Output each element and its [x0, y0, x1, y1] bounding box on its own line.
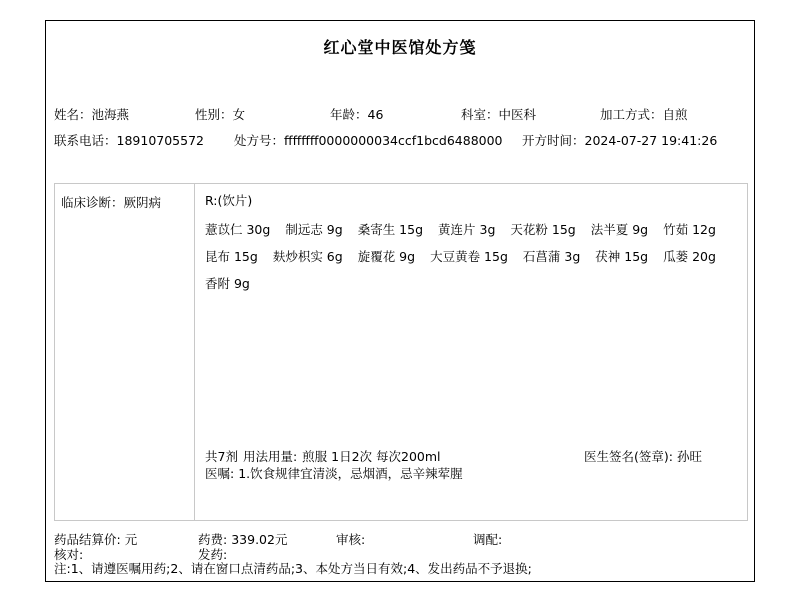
- prescription-cell: [195, 184, 747, 520]
- issue-time-label: 开方时间：: [522, 133, 585, 148]
- patient-gender-field: [195, 108, 245, 122]
- herb-item: 昆布 15g: [205, 249, 258, 264]
- rx-summary: [205, 449, 737, 481]
- review-label: 审核:: [336, 532, 366, 547]
- herb-item: 制远志 9g: [285, 222, 343, 237]
- settle-price-label: 药品结算价:: [54, 532, 121, 547]
- diagnosis-value: 厥阴病: [123, 195, 162, 210]
- phone-field: [54, 134, 204, 148]
- department-value: 中医科: [498, 107, 537, 122]
- herb-item: 香附 9g: [205, 276, 250, 291]
- herb-item: 法半夏 9g: [590, 222, 649, 237]
- herb-item: 桑寄生 15g: [357, 222, 424, 237]
- herb-item: 麸炒枳实 6g: [272, 249, 343, 264]
- doctor-signature-label: 医生签名(签章):: [584, 449, 673, 464]
- compound-field: [473, 533, 502, 547]
- patient-gender-value: 女: [232, 107, 246, 122]
- patient-name-field: [54, 108, 129, 122]
- check-field: [54, 548, 83, 562]
- doctor-signature-field: [584, 449, 702, 464]
- patient-age-label: 年龄：: [330, 107, 368, 122]
- patient-gender-label: 性别：: [195, 107, 233, 122]
- page-title: 红心堂中医馆处方笺: [323, 38, 477, 57]
- rx-number-label: 处方号：: [234, 133, 285, 148]
- diagnosis-label: 临床诊断：: [61, 195, 124, 210]
- rx-number-value: ffffffff0000000034ccf1bcd6488000: [284, 133, 503, 148]
- department-field: [461, 108, 536, 122]
- processing-method-field: [600, 108, 688, 122]
- doctor-signature-value: 孙旺: [676, 449, 702, 464]
- processing-method-value: 自煎: [662, 107, 688, 122]
- compound-label: 调配:: [473, 532, 503, 547]
- herb-item: 天花粉 15g: [510, 222, 576, 237]
- rx-header: R:(饮片): [205, 193, 253, 208]
- issue-time-field: [522, 134, 717, 148]
- check-label: 核对:: [54, 547, 84, 562]
- issue-time-value: 2024-07-27 19:41:26: [584, 133, 718, 148]
- dispense-label: 发药:: [198, 547, 228, 562]
- settle-price-field: [54, 533, 137, 547]
- herb-item: 薏苡仁 30g: [205, 222, 271, 237]
- herb-line: [205, 222, 737, 237]
- department-label: 科室：: [461, 107, 499, 122]
- patient-age-field: [330, 108, 383, 122]
- phone-label: 联系电话：: [54, 133, 117, 148]
- patient-name-value: 池海燕: [91, 107, 130, 122]
- phone-value: 18910705572: [116, 133, 204, 148]
- prescription-sheet: [45, 20, 755, 582]
- footer-note: [54, 562, 532, 576]
- advice-label: 医嘱:: [205, 466, 235, 481]
- dose-count: 共7剂: [205, 449, 238, 464]
- processing-method-label: 加工方式：: [600, 107, 663, 122]
- diagnosis-cell: [55, 184, 195, 520]
- herb-item: 茯神 15g: [595, 249, 649, 264]
- herb-item: 黄连片 3g: [438, 222, 496, 237]
- rx-number-field: [234, 134, 503, 148]
- fee-value: 339.02元: [231, 532, 288, 547]
- advice-row: [205, 466, 737, 481]
- herb-line: [205, 276, 737, 291]
- herb-item: 瓜蒌 20g: [663, 249, 716, 264]
- usage-value: 煎服 1日2次 每次200ml: [302, 449, 441, 464]
- patient-name-label: 姓名：: [54, 107, 92, 122]
- settle-price-value: 元: [124, 532, 138, 547]
- herb-item: 石菖蒲 3g: [522, 249, 581, 264]
- herb-item: 大豆黄卷 15g: [430, 249, 508, 264]
- herb-item: 旋覆花 9g: [357, 249, 416, 264]
- footer-note-text: 注:1、请遵医嘱用药;2、请在窗口点清药品;3、本处方当日有效;4、发出药品不予退换;: [54, 561, 532, 576]
- herb-line: [205, 249, 737, 264]
- dispense-field: [198, 548, 227, 562]
- patient-age-value: 46: [367, 107, 384, 122]
- herb-item: 竹茹 12g: [663, 222, 716, 237]
- review-field: [336, 533, 365, 547]
- usage-row: [205, 449, 737, 464]
- fee-label: 药费:: [198, 532, 228, 547]
- usage-label: 用法用量:: [242, 449, 298, 464]
- herb-lines: [205, 222, 737, 291]
- fee-field: [198, 533, 287, 547]
- advice-value: 1.饮食规律宜清淡，忌烟酒，忌辛辣荤腥: [238, 466, 463, 481]
- prescription-box: [54, 183, 748, 521]
